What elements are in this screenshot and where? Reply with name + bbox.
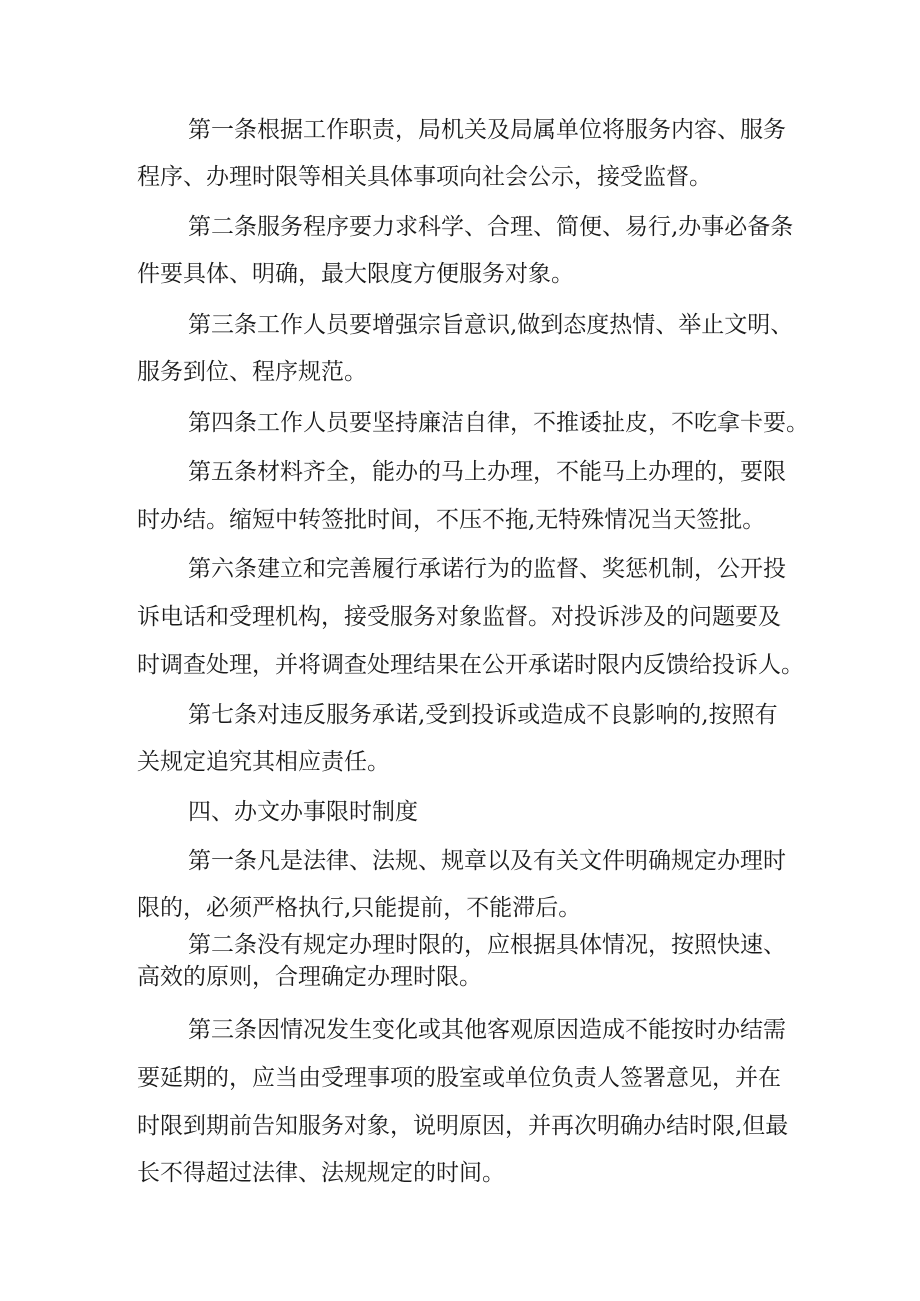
text-line: 要延期的，应当由受理事项的股室或单位负责人签署意见，并在 [137,1065,781,1091]
text-line: 时调查处理，并将调查处理结果在公开承诺时限内反馈给投诉人。 [137,652,804,678]
text-line: 程序、办理时限等相关具体事项向社会公示，接受监督。 [137,164,712,190]
text-line: 第二条没有规定办理时限的，应根据具体情况，按照快速、 [188,932,786,958]
text-line: 第一条根据工作职责，局机关及局属单位将服务内容、服务 [188,117,786,143]
text-line: 第三条工作人员要增强宗旨意识,做到态度热情、举止文明、 [188,312,794,338]
text-line: 第七条对违反服务承诺,受到投诉或造成不良影响的,按照有 [188,702,778,728]
text-line: 时限到期前告知服务对象，说明原因，并再次明确办结时限,但最 [137,1113,789,1139]
text-line: 诉电话和受理机构，接受服务对象监督。对投诉涉及的问题要及 [137,604,781,630]
text-line: 第二条服务程序要力求科学、合理、简便、易行,办事必备条 [188,214,794,240]
text-line: 第三条因情况发生变化或其他客观原因造成不能按时办结需 [188,1017,786,1043]
text-line: 长不得超过法律、法规规定的时间。 [137,1160,505,1186]
text-line: 时办结。缩短中转签批时间，不压不拖,无特殊情况当天签批。 [137,507,766,533]
text-line: 限的，必须严格执行,只能提前，不能滞后。 [137,895,582,921]
text-line: 关规定追究其相应责任。 [137,749,390,775]
text-line: 第一条凡是法律、法规、规章以及有关文件明确规定办理时 [188,848,786,874]
text-line: 第四条工作人员要坚持廉洁自律，不推诿扯皮，不吃拿卡要。 [188,410,809,436]
text-line: 件要具体、明确，最大限度方便服务对象。 [137,261,574,287]
text-line: 高效的原则，合理确定办理时限。 [137,964,482,990]
text-line: 第五条材料齐全，能办的马上办理，不能马上办理的，要限 [188,459,786,485]
text-line: 第六条建立和完善履行承诺行为的监督、奖惩机制，公开投 [188,556,786,582]
text-line: 服务到位、程序规范。 [137,359,367,385]
section-heading: 四、办文办事限时制度 [188,799,418,825]
